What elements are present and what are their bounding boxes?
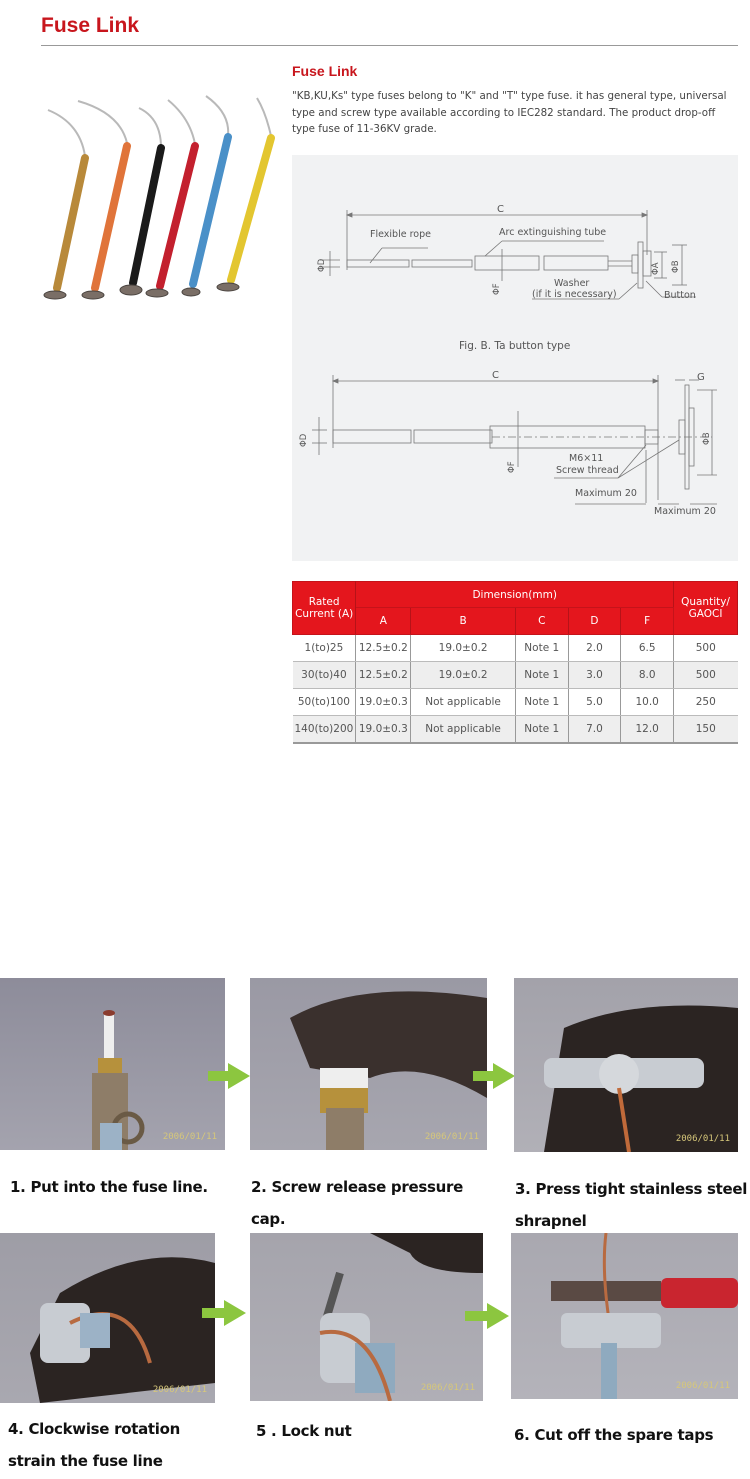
date-stamp: 2006/01/11 [152,1385,207,1395]
cell-b: Not applicable [411,716,516,743]
phi-f-label: ΦF [492,283,502,295]
header-col-a: A [356,608,411,635]
step-5-caption: 5 . Lock nut [256,1422,352,1440]
cell-c: Note 1 [515,662,568,689]
table-row [293,689,738,716]
cell-b: Not applicable [411,689,516,716]
step-4-caption: 4. Clockwise rotation strain the fuse line [8,1420,180,1470]
step-2-caption: 2. Screw release pressure cap. [251,1178,463,1228]
arrow-right-icon [202,1300,246,1326]
step-1-caption: 1. Put into the fuse line. [10,1178,208,1196]
dim-c-label-b: C [492,370,499,381]
step-3-photo [514,978,738,1152]
date-stamp: 2006/01/11 [424,1132,479,1142]
header-col-d: D [568,608,621,635]
arrow-right-icon [465,1303,509,1329]
step-3-caption: 3. Press tight stainless steel shrapnel [515,1180,748,1230]
phi-b-label: ΦB [671,260,681,273]
arc-tube-label: Arc extinguishing tube [499,227,607,238]
cell-rated: 1(to)25 [293,635,356,662]
section-title: Fuse Link [292,63,358,79]
arrow-right-icon [208,1063,250,1089]
header-quantity: Quantity/ GAOCI [674,582,738,635]
cell-f: 6.5 [621,635,674,662]
header-rated-current: Rated Current (A) [293,582,356,635]
arrow-right-icon [473,1063,515,1089]
cell-c: Note 1 [515,716,568,743]
technical-drawing [292,155,738,561]
max-length-label-1: Maximum 20 [575,488,637,499]
page-title: Fuse Link [41,14,140,37]
header-col-b: B [411,608,516,635]
cell-quantity: 500 [674,662,738,689]
figure-caption: Fig. B. Ta button type [459,340,571,352]
date-stamp: 2006/01/11 [162,1132,217,1142]
header-dimension: Dimension(mm) [356,582,674,608]
cell-f: 10.0 [621,689,674,716]
washer-label: Washer [554,278,590,289]
button-label: Button [664,290,696,301]
title-divider [41,45,738,46]
step-1-photo [0,978,225,1150]
phi-d-label: ΦD [317,258,327,272]
table-row [293,635,738,662]
cell-d: 7.0 [568,716,621,743]
table-row [293,716,738,743]
cell-quantity: 250 [674,689,738,716]
date-stamp: 2006/01/11 [420,1383,475,1393]
product-description: "KB,KU,Ks" type fuses belong to "K" and "T" type fuse. it has general type, universal type and screw type available according to IEC282 standard. The product drop-off type fuse of 11-36KV grade. [292,90,727,135]
flexible-rope-label: Flexible rope [370,229,431,240]
phi-a-label: ΦA [651,262,661,275]
cell-a: 12.5±0.2 [356,662,411,689]
cell-a: 12.5±0.2 [356,635,411,662]
max-length-label-2: Maximum 20 [654,506,716,517]
thread-size-label: M6×11 [569,453,604,464]
cell-rated: 50(to)100 [293,689,356,716]
cell-c: Note 1 [515,635,568,662]
washer-note: (if it is necessary) [532,289,617,300]
cell-d: 3.0 [568,662,621,689]
dim-c-label: C [497,204,504,215]
cell-c: Note 1 [515,689,568,716]
step-6-caption: 6. Cut off the spare taps [514,1426,714,1444]
step-5-photo [250,1233,483,1401]
product-image [35,88,280,308]
cell-d: 2.0 [568,635,621,662]
step-4-photo [0,1233,215,1403]
cell-a: 19.0±0.3 [356,716,411,743]
date-stamp: 2006/01/11 [675,1381,730,1391]
step-2-photo [250,978,487,1150]
cell-b: 19.0±0.2 [411,635,516,662]
table-row [293,662,738,689]
cell-rated: 30(to)40 [293,662,356,689]
spec-table [292,581,738,744]
cell-d: 5.0 [568,689,621,716]
phi-d-label-b: ΦD [299,433,309,447]
date-stamp: 2006/01/11 [675,1134,730,1144]
cell-b: 19.0±0.2 [411,662,516,689]
phi-b-label-b: ΦB [702,432,712,445]
header-col-f: F [621,608,674,635]
cell-a: 19.0±0.3 [356,689,411,716]
phi-f-label-b: ΦF [507,461,517,473]
step-6-photo [511,1233,738,1399]
cell-rated: 140(to)200 [293,716,356,743]
cell-f: 12.0 [621,716,674,743]
dim-g-label: G [697,372,705,383]
cell-quantity: 150 [674,716,738,743]
header-col-c: C [515,608,568,635]
thread-label: Screw thread [556,465,619,476]
cell-f: 8.0 [621,662,674,689]
cell-quantity: 500 [674,635,738,662]
